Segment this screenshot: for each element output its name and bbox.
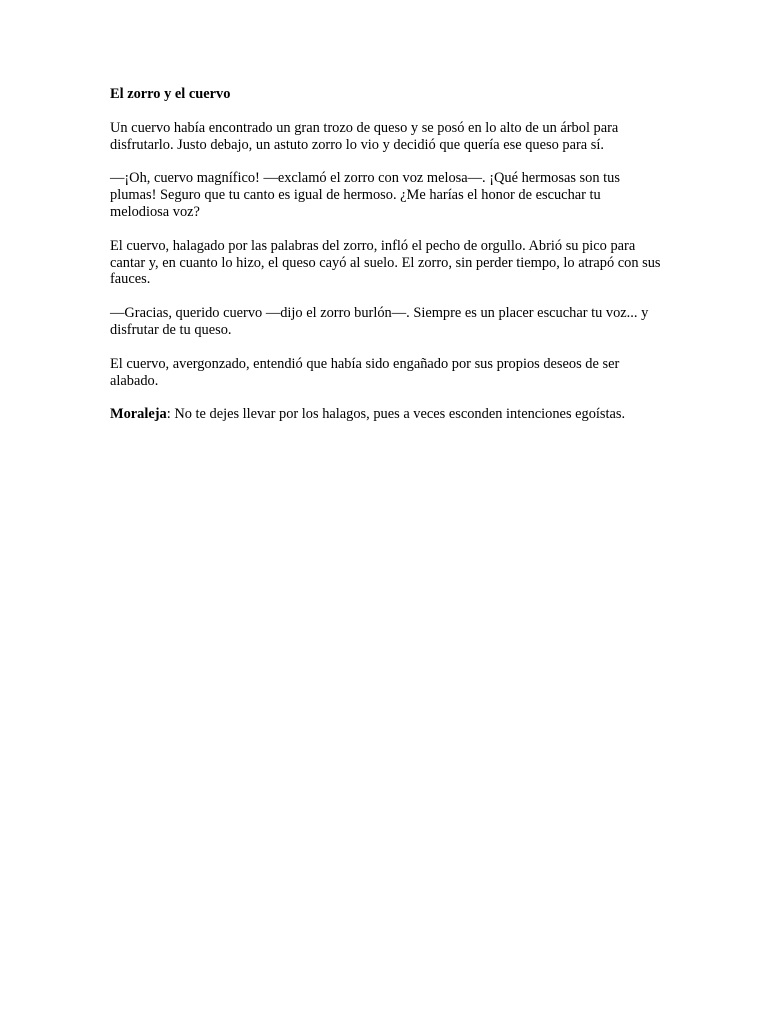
paragraph-fox-speech: —¡Oh, cuervo magnífico! —exclamó el zorro con voz melosa—. ¡Qué hermosas son tus plumas! Seguro que tu canto es igual de hermoso. ¿Me harías el honor de escuchar tu melodiosa voz? [110, 170, 620, 220]
moral-text: No te dejes llevar por los halagos, pues a veces esconden intenciones egoístas. [170, 406, 626, 423]
moral-label: Moraleja [110, 406, 167, 423]
paragraph-fox-thanks: —Gracias, querido cuervo —dijo el zorro burlón—. Siempre es un placer escuchar tu voz... y disfrutar de tu queso. [110, 305, 649, 338]
moral-paragraph [110, 406, 662, 423]
document-page [110, 86, 662, 440]
paragraph-crow-ashamed: El cuervo, avergonzado, entendió que había sido engañado por sus propios deseos de ser alabado. [110, 355, 620, 389]
paragraph-opening: Un cuervo había encontrado un gran trozo de queso y se posó en lo alto de un árbol para disfrutarlo. Justo debajo, un astuto zorro lo vio y decidió que quería ese queso para sí. [110, 119, 619, 153]
moral-separator: : [166, 406, 171, 423]
paragraph-cheese-falls: El cuervo, halagado por las palabras del zorro, infló el pecho de orgullo. Abrió su pico para cantar y, en cuanto lo hizo, el queso cayó al suelo. El zorro, sin perder tiempo, lo atrapó con sus fauces. [110, 237, 661, 288]
document-title: El zorro y el cuervo [110, 86, 231, 102]
